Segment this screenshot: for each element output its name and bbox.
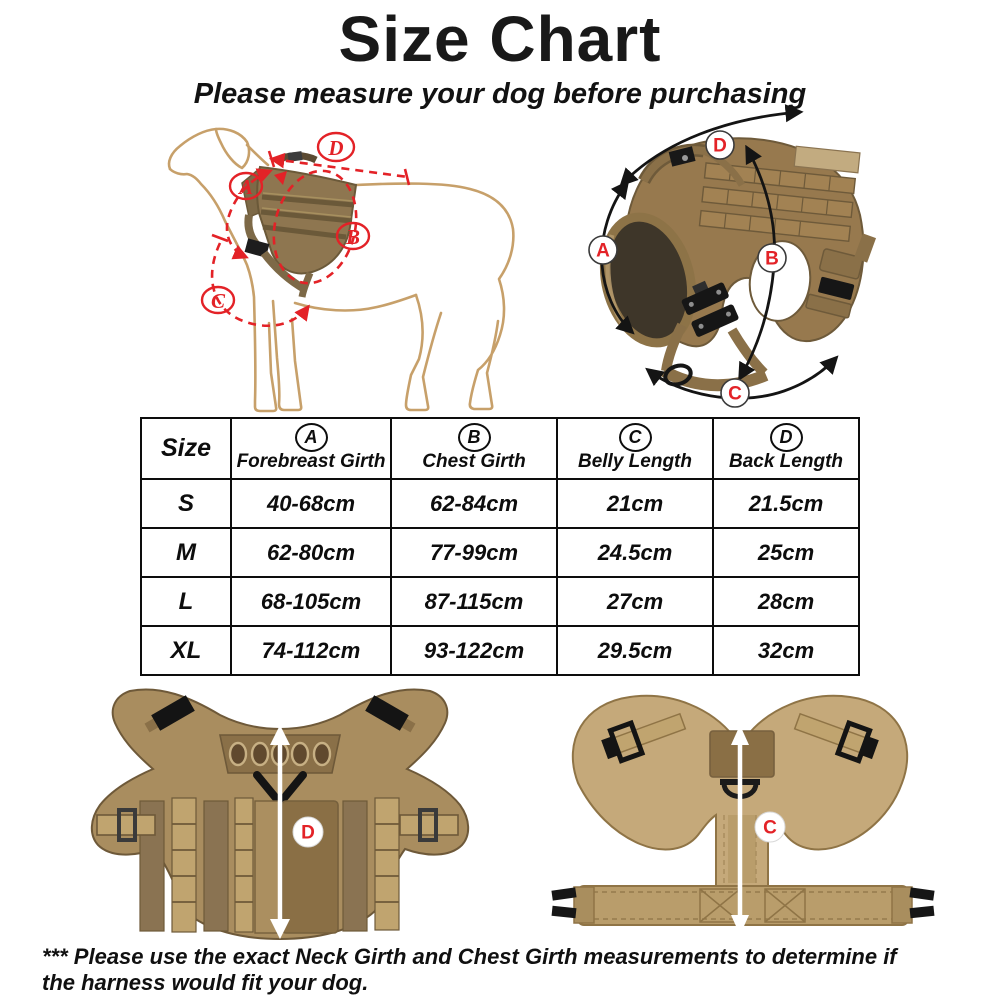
table-row-m: M 62-80cm 77-99cm 24.5cm 25cm [141, 528, 859, 577]
label-d: D [328, 136, 344, 160]
page-title: Size Chart [338, 3, 662, 75]
harness-underside-view [550, 683, 940, 940]
side-strap-right [400, 810, 458, 840]
table-row-s: S 40-68cm 62-84cm 21cm 21.5cm [141, 479, 859, 528]
label-b: B [345, 225, 361, 249]
label-c: C [728, 383, 742, 405]
footnote-line-1: *** Please use the exact Neck Girth and Chest Girth measurements to determine if [42, 944, 897, 969]
dog-outline [169, 129, 513, 411]
col-header-chest: B Chest Girth [391, 418, 557, 479]
col-header-size: Size [141, 418, 231, 479]
dog-harness [242, 151, 356, 297]
harness-top-view [85, 683, 470, 945]
label-c: C [763, 817, 777, 839]
col-header-back: D Back Length [713, 418, 859, 479]
label-d: D [713, 135, 727, 157]
label-a: A [596, 240, 610, 262]
band-clip-right [892, 887, 935, 923]
size-table [140, 417, 860, 676]
underside-body [551, 696, 934, 925]
table-row-xl: XL 74-112cm 93-122cm 29.5cm 32cm [141, 626, 859, 675]
circled-letter-d: D [770, 423, 803, 452]
harness-body [592, 137, 876, 388]
circled-letter-b: B [458, 423, 491, 452]
footnote-line-2: the harness would fit your dog. [42, 970, 369, 996]
col-header-forebreast: A Forebreast Girth [231, 418, 391, 479]
table-header-row [141, 418, 859, 479]
footnote [42, 944, 962, 997]
dog-side-view-diagram [158, 123, 526, 418]
label-a: A [238, 175, 254, 199]
harness-photo-diagram [552, 85, 882, 420]
circled-letter-a: A [295, 423, 328, 452]
band-clip-left [551, 887, 594, 923]
label-b: B [765, 248, 779, 270]
label-d: D [301, 822, 315, 844]
col-header-belly: C Belly Length [557, 418, 713, 479]
side-strap-left [97, 810, 155, 840]
label-c: C [210, 289, 226, 313]
circled-letter-c: C [619, 423, 652, 452]
dog-ear [216, 129, 249, 168]
table-row-l: L 68-105cm 87-115cm 27cm 28cm [141, 577, 859, 626]
page-subtitle: Please measure your dog before purchasing [193, 78, 807, 110]
